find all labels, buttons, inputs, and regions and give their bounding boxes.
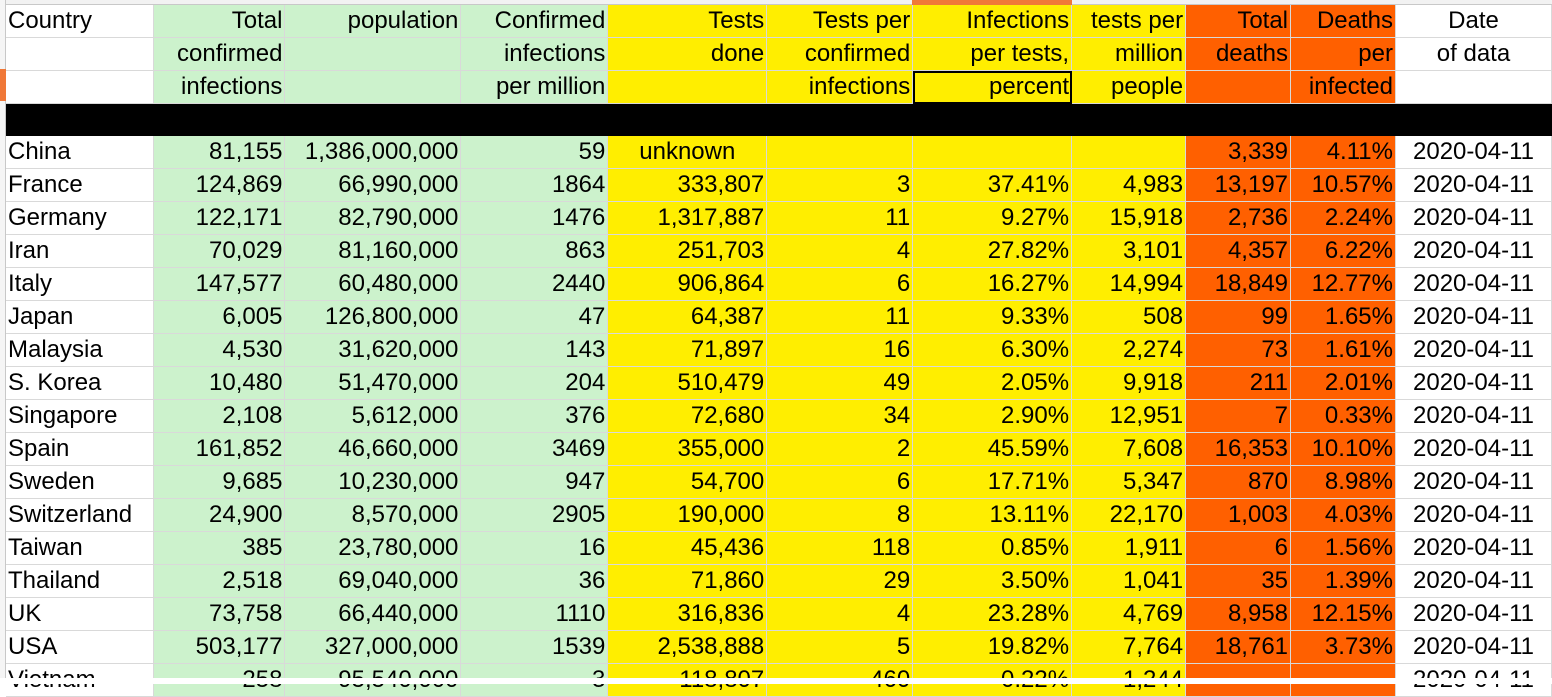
cell-infections-per-tests[interactable]: 6.30%	[913, 334, 1072, 367]
cell-population[interactable]: 31,620,000	[285, 334, 461, 367]
header-cell-population[interactable]	[285, 38, 461, 71]
header-cell-date[interactable]	[1395, 71, 1551, 104]
header-cell-infections-per-tests[interactable]: per tests,	[913, 38, 1072, 71]
cell-country[interactable]: Iran	[6, 235, 154, 268]
cell-tests-per-million[interactable]: 1,911	[1072, 532, 1186, 565]
header-cell-total-deaths[interactable]	[1186, 71, 1291, 104]
cell-tests-per-million[interactable]: 5,347	[1072, 466, 1186, 499]
data-grid	[6, 5, 1552, 697]
cell-total-deaths[interactable]: 73	[1186, 334, 1291, 367]
table-row	[6, 466, 1552, 499]
cell-population[interactable]: 5,612,000	[285, 400, 461, 433]
cell-date[interactable]: 2020-04-11	[1395, 136, 1551, 169]
cell-confirmed-per-million[interactable]: 59	[461, 136, 608, 169]
cell-infections-per-tests[interactable]: 9.33%	[913, 301, 1072, 334]
cell-population[interactable]: 10,230,000	[285, 466, 461, 499]
cell-date[interactable]: 2020-04-11	[1395, 532, 1551, 565]
separator-cell[interactable]	[1186, 104, 1291, 136]
cell-tests-done[interactable]: unknown	[608, 136, 767, 169]
cell-tests-done[interactable]: 251,703	[608, 235, 767, 268]
cell-deaths-per-infected[interactable]: 1.65%	[1291, 301, 1396, 334]
cell-tests-per-million[interactable]	[1072, 136, 1186, 169]
cell-total-deaths[interactable]: 13,197	[1186, 169, 1291, 202]
separator-cell[interactable]	[1072, 104, 1186, 136]
cell-population[interactable]: 51,470,000	[285, 367, 461, 400]
header-cell-tests-per-million[interactable]: million	[1072, 38, 1186, 71]
cell-tests-done[interactable]: 45,436	[608, 532, 767, 565]
cell-tests-per-million[interactable]: 14,994	[1072, 268, 1186, 301]
header-cell-country[interactable]	[6, 38, 154, 71]
cell-total-deaths[interactable]: 18,849	[1186, 268, 1291, 301]
cell-tests-done[interactable]: 190,000	[608, 499, 767, 532]
cell-tests-per-confirmed[interactable]: 49	[767, 367, 913, 400]
cell-date[interactable]: 2020-04-11	[1395, 499, 1551, 532]
cell-total-deaths[interactable]: 211	[1186, 367, 1291, 400]
cell-tests-per-confirmed[interactable]: 29	[767, 565, 913, 598]
cell-tests-per-million[interactable]: 4,769	[1072, 598, 1186, 631]
cell-total-deaths[interactable]: 35	[1186, 565, 1291, 598]
cell-tests-per-confirmed[interactable]: 5	[767, 631, 913, 664]
cell-country[interactable]: Germany	[6, 202, 154, 235]
cell-population[interactable]: 8,570,000	[285, 499, 461, 532]
cell-total-deaths[interactable]: 870	[1186, 466, 1291, 499]
header-cell-confirmed-per-million[interactable]: per million	[461, 71, 608, 104]
cell-population[interactable]: 81,160,000	[285, 235, 461, 268]
cell-tests-per-million[interactable]: 15,918	[1072, 202, 1186, 235]
table-row	[6, 532, 1552, 565]
cell-deaths-per-infected[interactable]: 6.22%	[1291, 235, 1396, 268]
header-cell-confirmed-per-million[interactable]: infections	[461, 38, 608, 71]
header-row	[6, 38, 1552, 71]
cell-country[interactable]: Japan	[6, 301, 154, 334]
cell-infections-per-tests[interactable]: 23.28%	[913, 598, 1072, 631]
cell-deaths-per-infected[interactable]: 4.03%	[1291, 499, 1396, 532]
header-cell-total-confirmed[interactable]: infections	[154, 71, 285, 104]
cell-total-deaths[interactable]: 16,353	[1186, 433, 1291, 466]
cell-country[interactable]: Italy	[6, 268, 154, 301]
cell-country[interactable]: UK	[6, 598, 154, 631]
header-row	[6, 5, 1552, 38]
cell-infections-per-tests[interactable]: 2.05%	[913, 367, 1072, 400]
cell-country[interactable]: Taiwan	[6, 532, 154, 565]
cell-tests-per-confirmed[interactable]: 2	[767, 433, 913, 466]
cell-tests-per-million[interactable]: 9,918	[1072, 367, 1186, 400]
cell-confirmed-per-million[interactable]: 143	[461, 334, 608, 367]
cell-tests-done[interactable]: 72,680	[608, 400, 767, 433]
cell-total-confirmed[interactable]: 385	[154, 532, 285, 565]
cell-population[interactable]: 327,000,000	[285, 631, 461, 664]
cell-infections-per-tests[interactable]: 27.82%	[913, 235, 1072, 268]
table-row	[6, 136, 1552, 169]
cell-date[interactable]: 2020-04-11	[1395, 367, 1551, 400]
cell-country[interactable]: Spain	[6, 433, 154, 466]
header-cell-tests-done[interactable]: Tests	[608, 5, 767, 38]
cell-total-confirmed[interactable]: 10,480	[154, 367, 285, 400]
header-cell-population[interactable]: population	[285, 5, 461, 38]
header-cell-total-deaths[interactable]: Total	[1186, 5, 1291, 38]
cell-tests-done[interactable]: 355,000	[608, 433, 767, 466]
cell-total-deaths[interactable]: 2,736	[1186, 202, 1291, 235]
cell-date[interactable]: 2020-04-11	[1395, 334, 1551, 367]
cell-tests-per-confirmed[interactable]: 11	[767, 202, 913, 235]
cell-deaths-per-infected[interactable]: 2.24%	[1291, 202, 1396, 235]
cell-date[interactable]: 2020-04-11	[1395, 301, 1551, 334]
separator-cell[interactable]	[913, 104, 1072, 136]
cell-tests-done[interactable]: 2,538,888	[608, 631, 767, 664]
cell-population[interactable]: 69,040,000	[285, 565, 461, 598]
header-cell-total-deaths[interactable]: deaths	[1186, 38, 1291, 71]
cell-date[interactable]: 2020-04-11	[1395, 202, 1551, 235]
cell-total-deaths[interactable]: 4,357	[1186, 235, 1291, 268]
table-row	[6, 301, 1552, 334]
cell-tests-per-confirmed[interactable]: 4	[767, 598, 913, 631]
table-row	[6, 598, 1552, 631]
cell-tests-per-million[interactable]: 4,983	[1072, 169, 1186, 202]
table-row	[6, 169, 1552, 202]
cell-tests-done[interactable]: 316,836	[608, 598, 767, 631]
cell-infections-per-tests[interactable]: 45.59%	[913, 433, 1072, 466]
cell-date[interactable]: 2020-04-11	[1395, 235, 1551, 268]
cell-deaths-per-infected[interactable]: 2.01%	[1291, 367, 1396, 400]
header-cell-country[interactable]	[6, 71, 154, 104]
cell-deaths-per-infected[interactable]: 1.56%	[1291, 532, 1396, 565]
cell-tests-done[interactable]: 906,864	[608, 268, 767, 301]
cell-tests-done[interactable]: 54,700	[608, 466, 767, 499]
header-cell-country[interactable]: Country	[6, 5, 154, 38]
cell-deaths-per-infected[interactable]: 1.39%	[1291, 565, 1396, 598]
table-row	[6, 334, 1552, 367]
cell-confirmed-per-million[interactable]: 863	[461, 235, 608, 268]
cell-country[interactable]: S. Korea	[6, 367, 154, 400]
cell-infections-per-tests[interactable]: 17.71%	[913, 466, 1072, 499]
separator-cell[interactable]	[285, 104, 461, 136]
header-cell-date[interactable]: of data	[1395, 38, 1551, 71]
cell-confirmed-per-million[interactable]: 947	[461, 466, 608, 499]
header-cell-total-confirmed[interactable]: Total	[154, 5, 285, 38]
cell-confirmed-per-million[interactable]: 1864	[461, 169, 608, 202]
cell-confirmed-per-million[interactable]: 16	[461, 532, 608, 565]
cell-tests-per-confirmed[interactable]: 3	[767, 169, 913, 202]
table-row	[6, 499, 1552, 532]
cell-country[interactable]: Singapore	[6, 400, 154, 433]
cell-tests-per-million[interactable]: 22,170	[1072, 499, 1186, 532]
separator-cell[interactable]	[608, 104, 767, 136]
cell-date[interactable]: 2020-04-11	[1395, 565, 1551, 598]
cell-country[interactable]: Switzerland	[6, 499, 154, 532]
cell-total-deaths[interactable]: 3,339	[1186, 136, 1291, 169]
cell-deaths-per-infected[interactable]: 3.73%	[1291, 631, 1396, 664]
table-row	[6, 235, 1552, 268]
cell-population[interactable]: 126,800,000	[285, 301, 461, 334]
cell-country[interactable]: France	[6, 169, 154, 202]
cell-tests-done[interactable]: 510,479	[608, 367, 767, 400]
cell-date[interactable]: 2020-04-11	[1395, 466, 1551, 499]
cell-total-confirmed[interactable]: 81,155	[154, 136, 285, 169]
header-cell-infections-per-tests[interactable]: Infections	[913, 5, 1072, 38]
cell-infections-per-tests[interactable]: 16.27%	[913, 268, 1072, 301]
table-row	[6, 631, 1552, 664]
cell-tests-per-million[interactable]: 1,041	[1072, 565, 1186, 598]
cell-deaths-per-infected[interactable]: 8.98%	[1291, 466, 1396, 499]
cell-deaths-per-infected[interactable]: 10.57%	[1291, 169, 1396, 202]
cell-tests-per-confirmed[interactable]	[767, 136, 913, 169]
cell-infections-per-tests[interactable]	[913, 136, 1072, 169]
header-cell-date[interactable]: Date	[1395, 5, 1551, 38]
cell-total-confirmed[interactable]: 2,108	[154, 400, 285, 433]
cell-tests-per-confirmed[interactable]: 8	[767, 499, 913, 532]
cell-total-confirmed[interactable]: 4,530	[154, 334, 285, 367]
header-cell-deaths-per-infected[interactable]: infected	[1291, 71, 1396, 104]
cell-tests-per-million[interactable]: 7,608	[1072, 433, 1186, 466]
header-cell-tests-per-confirmed[interactable]: confirmed	[767, 38, 913, 71]
cell-total-deaths[interactable]: 1,003	[1186, 499, 1291, 532]
cell-population[interactable]: 82,790,000	[285, 202, 461, 235]
cell-tests-per-confirmed[interactable]: 11	[767, 301, 913, 334]
header-cell-tests-per-million[interactable]: tests per	[1072, 5, 1186, 38]
header-cell-deaths-per-infected[interactable]: Deaths	[1291, 5, 1396, 38]
cell-date[interactable]: 2020-04-11	[1395, 598, 1551, 631]
cell-country[interactable]: China	[6, 136, 154, 169]
separator-row	[6, 104, 1552, 136]
cell-population[interactable]: 60,480,000	[285, 268, 461, 301]
cell-tests-per-million[interactable]: 2,274	[1072, 334, 1186, 367]
table-row	[6, 433, 1552, 466]
cell-tests-per-million[interactable]: 12,951	[1072, 400, 1186, 433]
cell-total-confirmed[interactable]: 9,685	[154, 466, 285, 499]
header-cell-confirmed-per-million[interactable]: Confirmed	[461, 5, 608, 38]
header-cell-tests-done[interactable]: done	[608, 38, 767, 71]
cell-confirmed-per-million[interactable]: 1476	[461, 202, 608, 235]
separator-cell[interactable]	[6, 104, 154, 136]
cell-tests-per-confirmed[interactable]: 34	[767, 400, 913, 433]
cell-total-deaths[interactable]: 7	[1186, 400, 1291, 433]
cell-population[interactable]: 1,386,000,000	[285, 136, 461, 169]
cell-date[interactable]: 2020-04-11	[1395, 400, 1551, 433]
cell-tests-done[interactable]: 71,860	[608, 565, 767, 598]
cell-total-deaths[interactable]: 99	[1186, 301, 1291, 334]
cell-date[interactable]: 2020-04-11	[1395, 268, 1551, 301]
cell-tests-done[interactable]: 1,317,887	[608, 202, 767, 235]
grid-bottom-edge	[0, 678, 1552, 684]
cell-confirmed-per-million[interactable]: 47	[461, 301, 608, 334]
header-cell-deaths-per-infected[interactable]: per	[1291, 38, 1396, 71]
cell-confirmed-per-million[interactable]: 1539	[461, 631, 608, 664]
cell-total-confirmed[interactable]: 122,171	[154, 202, 285, 235]
header-cell-tests-per-confirmed[interactable]: infections	[767, 71, 913, 104]
table-row	[6, 202, 1552, 235]
cell-tests-per-confirmed[interactable]: 16	[767, 334, 913, 367]
cell-population[interactable]: 23,780,000	[285, 532, 461, 565]
cell-infections-per-tests[interactable]: 13.11%	[913, 499, 1072, 532]
cell-confirmed-per-million[interactable]: 204	[461, 367, 608, 400]
cell-infections-per-tests[interactable]: 2.90%	[913, 400, 1072, 433]
header-cell-population[interactable]	[285, 71, 461, 104]
cell-tests-per-million[interactable]: 508	[1072, 301, 1186, 334]
separator-cell[interactable]	[154, 104, 285, 136]
cell-total-confirmed[interactable]: 503,177	[154, 631, 285, 664]
table-row	[6, 268, 1552, 301]
table-row	[6, 367, 1552, 400]
separator-cell[interactable]	[1291, 104, 1396, 136]
cell-total-deaths[interactable]: 6	[1186, 532, 1291, 565]
cell-confirmed-per-million[interactable]: 36	[461, 565, 608, 598]
header-cell-tests-per-confirmed[interactable]: Tests per	[767, 5, 913, 38]
cell-confirmed-per-million[interactable]: 2905	[461, 499, 608, 532]
cell-tests-done[interactable]: 333,807	[608, 169, 767, 202]
cell-total-confirmed[interactable]: 147,577	[154, 268, 285, 301]
header-cell-infections-per-tests[interactable]: percent	[913, 71, 1072, 104]
cell-total-confirmed[interactable]: 73,758	[154, 598, 285, 631]
header-cell-total-confirmed[interactable]: confirmed	[154, 38, 285, 71]
cell-confirmed-per-million[interactable]: 1110	[461, 598, 608, 631]
cell-total-deaths[interactable]: 18,761	[1186, 631, 1291, 664]
cell-confirmed-per-million[interactable]: 376	[461, 400, 608, 433]
cell-total-confirmed[interactable]: 24,900	[154, 499, 285, 532]
cell-country[interactable]: Malaysia	[6, 334, 154, 367]
separator-cell[interactable]	[461, 104, 608, 136]
cell-total-confirmed[interactable]: 6,005	[154, 301, 285, 334]
header-cell-tests-done[interactable]	[608, 71, 767, 104]
cell-country[interactable]: USA	[6, 631, 154, 664]
cell-total-confirmed[interactable]: 70,029	[154, 235, 285, 268]
cell-confirmed-per-million[interactable]: 2440	[461, 268, 608, 301]
cell-infections-per-tests[interactable]: 9.27%	[913, 202, 1072, 235]
cell-tests-per-confirmed[interactable]: 118	[767, 532, 913, 565]
cell-date[interactable]: 2020-04-11	[1395, 631, 1551, 664]
separator-cell[interactable]	[767, 104, 913, 136]
table-row	[6, 400, 1552, 433]
cell-deaths-per-infected[interactable]: 1.61%	[1291, 334, 1396, 367]
table-row	[6, 565, 1552, 598]
cell-infections-per-tests[interactable]: 37.41%	[913, 169, 1072, 202]
cell-tests-done[interactable]: 71,897	[608, 334, 767, 367]
header-row	[6, 71, 1552, 104]
cell-total-confirmed[interactable]: 124,869	[154, 169, 285, 202]
cell-deaths-per-infected[interactable]: 4.11%	[1291, 136, 1396, 169]
cell-infections-per-tests[interactable]: 0.85%	[913, 532, 1072, 565]
cell-tests-per-confirmed[interactable]: 6	[767, 466, 913, 499]
header-cell-tests-per-million[interactable]: people	[1072, 71, 1186, 104]
cell-date[interactable]: 2020-04-11	[1395, 433, 1551, 466]
cell-country[interactable]: Sweden	[6, 466, 154, 499]
cell-tests-per-confirmed[interactable]: 6	[767, 268, 913, 301]
cell-deaths-per-infected[interactable]: 10.10%	[1291, 433, 1396, 466]
cell-tests-per-million[interactable]: 3,101	[1072, 235, 1186, 268]
cell-infections-per-tests[interactable]: 19.82%	[913, 631, 1072, 664]
cell-tests-per-million[interactable]: 7,764	[1072, 631, 1186, 664]
cell-tests-done[interactable]: 64,387	[608, 301, 767, 334]
cell-total-confirmed[interactable]: 2,518	[154, 565, 285, 598]
cell-deaths-per-infected[interactable]: 12.15%	[1291, 598, 1396, 631]
cell-population[interactable]: 66,440,000	[285, 598, 461, 631]
cell-population[interactable]: 46,660,000	[285, 433, 461, 466]
cell-confirmed-per-million[interactable]: 3469	[461, 433, 608, 466]
cell-deaths-per-infected[interactable]: 12.77%	[1291, 268, 1396, 301]
cell-infections-per-tests[interactable]: 3.50%	[913, 565, 1072, 598]
cell-total-deaths[interactable]: 8,958	[1186, 598, 1291, 631]
cell-date[interactable]: 2020-04-11	[1395, 169, 1551, 202]
cell-deaths-per-infected[interactable]: 0.33%	[1291, 400, 1396, 433]
cell-country[interactable]: Thailand	[6, 565, 154, 598]
cell-population[interactable]: 66,990,000	[285, 169, 461, 202]
cell-tests-per-confirmed[interactable]: 4	[767, 235, 913, 268]
separator-cell[interactable]	[1395, 104, 1551, 136]
cell-total-confirmed[interactable]: 161,852	[154, 433, 285, 466]
